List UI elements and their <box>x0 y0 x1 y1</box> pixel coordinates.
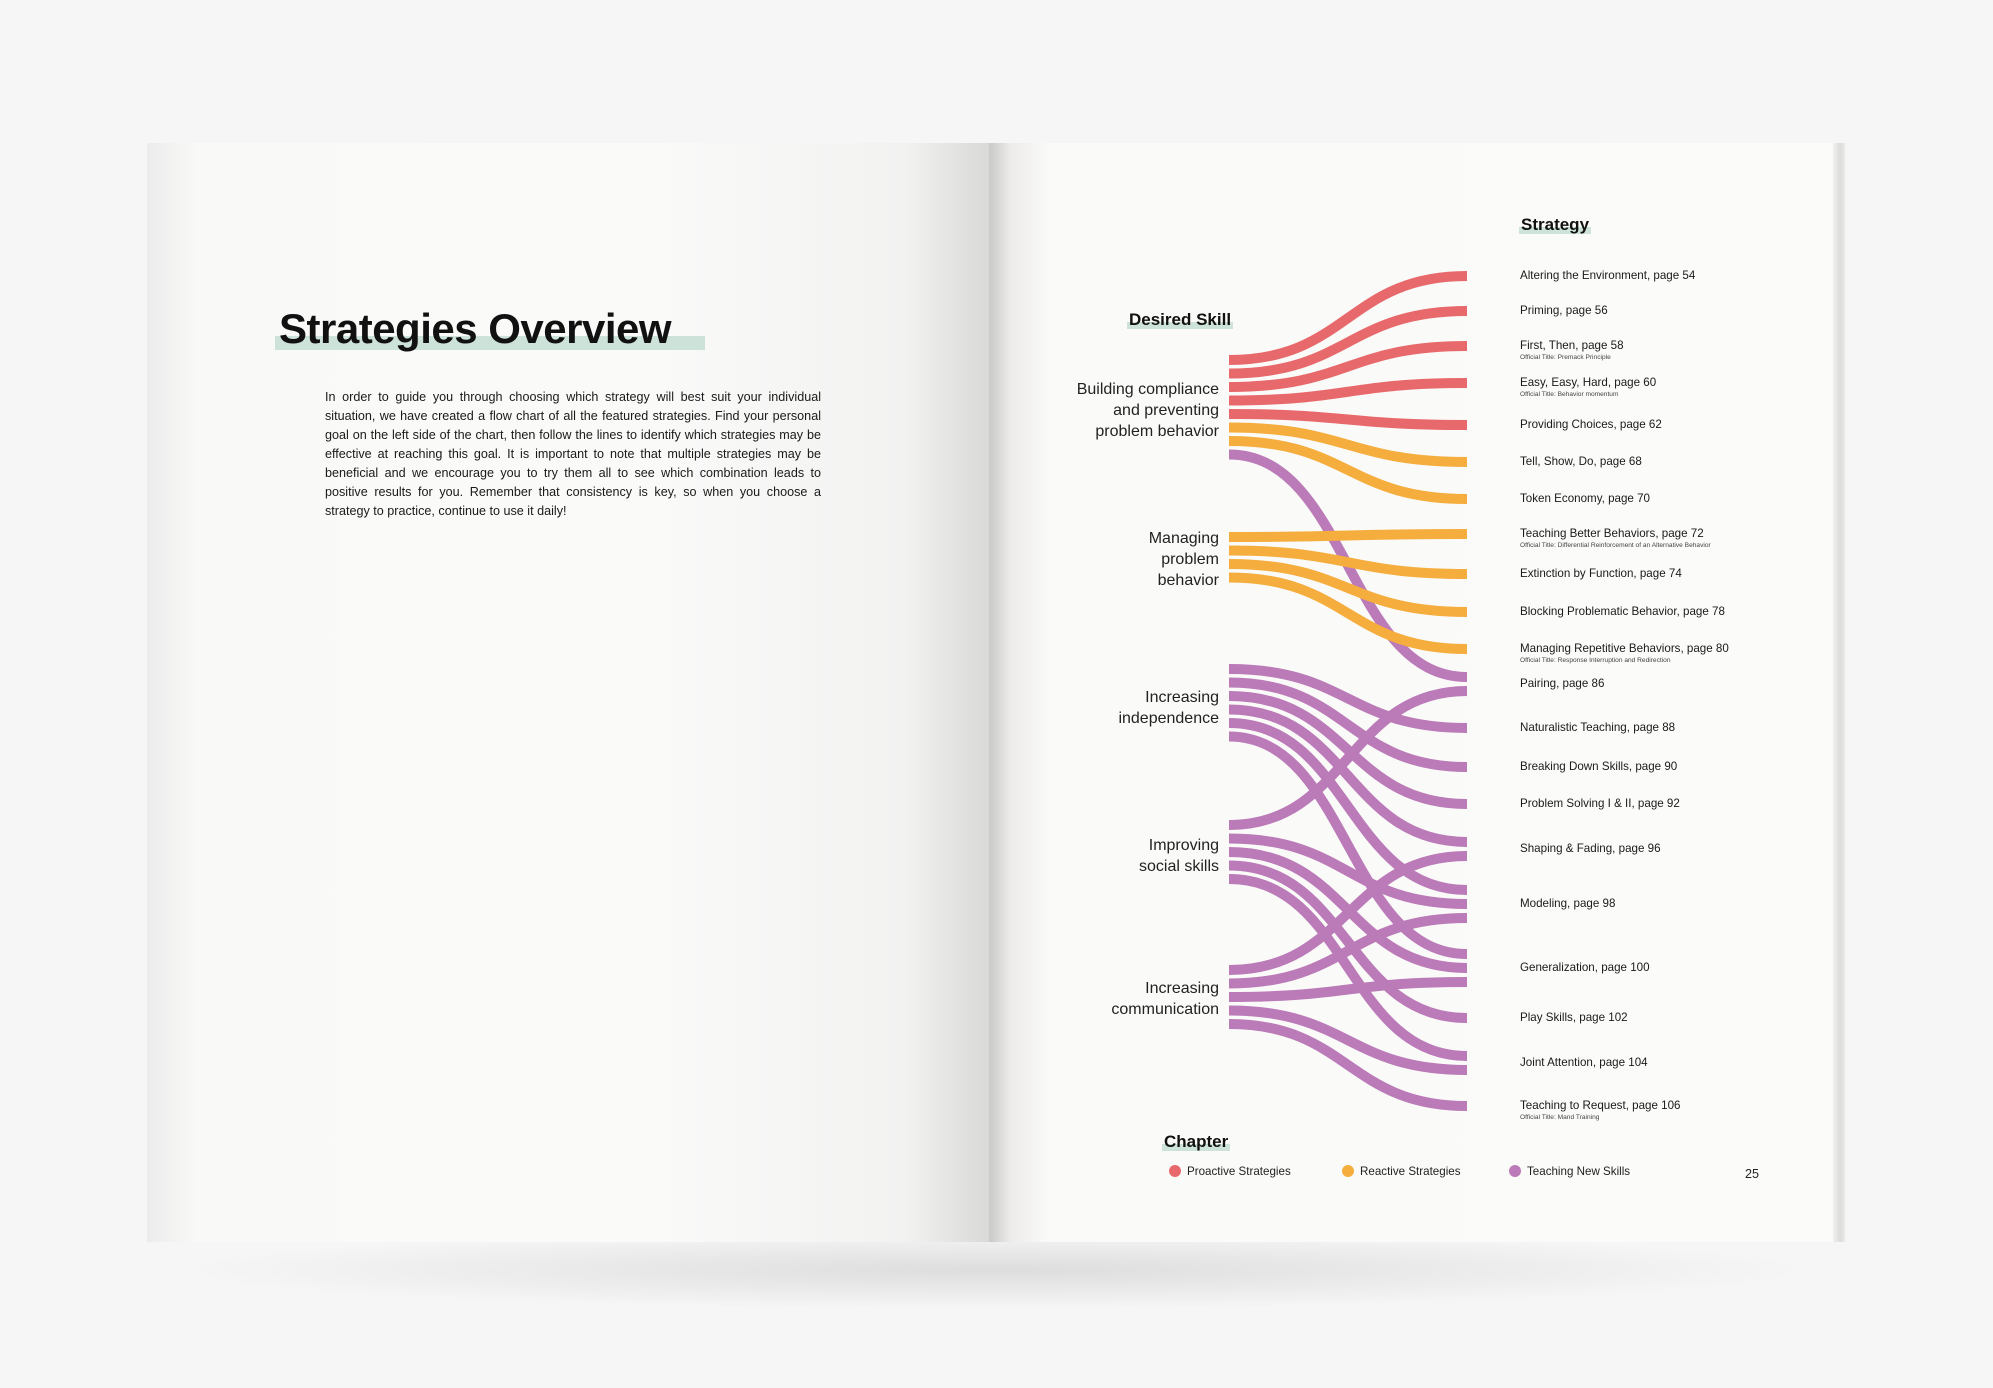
skill-label-compliance: Building compliance and preventing problem behavior <box>1076 381 1219 440</box>
strategy-official-title: Official Title: Response Interruption and Redirection <box>1520 657 1671 664</box>
strategy-header: Strategy <box>1521 215 1590 234</box>
strategy-item-modeling <box>1520 897 1615 911</box>
strategy-label: Modeling, page 98 <box>1520 897 1616 910</box>
strategy-label: Teaching to Request, page 106 <box>1520 1099 1681 1112</box>
flow-link-managing-to-better <box>1229 534 1467 537</box>
strategy-item-breaking <box>1520 760 1677 774</box>
strategy-item-joint <box>1520 1056 1648 1070</box>
strategy-label: Priming, page 56 <box>1520 304 1608 317</box>
left-page <box>147 143 989 1242</box>
strategy-item-problem <box>1520 797 1680 811</box>
skill-label-managing: Managing problem behavior <box>1148 530 1219 589</box>
strategy-official-title: Official Title: Mand Training <box>1520 1114 1600 1121</box>
legend-dot <box>1342 1165 1354 1177</box>
title-block <box>279 305 671 353</box>
strategy-item-better <box>1520 527 1711 550</box>
strategy-label: Pairing, page 86 <box>1520 677 1605 690</box>
page-title: Strategies Overview <box>279 305 672 352</box>
strategy-label: Shaping & Fading, page 96 <box>1520 842 1661 855</box>
strategy-official-title: Official Title: Differential Reinforcement of an Alternative Behavior <box>1520 542 1711 549</box>
strategy-item-play <box>1520 1011 1628 1025</box>
strategy-item-naturalistic <box>1520 721 1675 735</box>
strategy-item-choices <box>1520 418 1662 432</box>
flow-link-compliance-to-choices <box>1229 414 1467 425</box>
skill-label-social: Improving social skills <box>1138 837 1219 875</box>
strategy-item-priming <box>1520 304 1608 318</box>
legend-item <box>1509 1165 1630 1178</box>
chapter-header: Chapter <box>1164 1132 1229 1151</box>
strategy-item-blocking <box>1520 605 1725 619</box>
strategy-label: Altering the Environment, page 54 <box>1520 269 1696 282</box>
strategy-item-env <box>1520 269 1695 283</box>
strategy-label: Blocking Problematic Behavior, page 78 <box>1520 605 1725 618</box>
strategy-item-extinction <box>1520 567 1682 581</box>
strategy-label: Token Economy, page 70 <box>1520 492 1650 505</box>
strategy-label: First, Then, page 58 <box>1520 339 1624 352</box>
page-number: 25 <box>1745 1167 1760 1181</box>
strategy-item-repetitive <box>1520 642 1729 665</box>
strategy-label: Providing Choices, page 62 <box>1520 418 1662 431</box>
strategy-label: Teaching Better Behaviors, page 72 <box>1520 527 1704 540</box>
strategy-label: Extinction by Function, page 74 <box>1520 567 1682 580</box>
intro-paragraph: In order to guide you through choosing which strategy will best suit your individual situation, we have created a flow chart of all the featured strategies. Find your personal goal on the left side of the chart, then follow the lines to identify which strategies may be effective at reaching this goal. It is important to note that multiple strategies may be beneficial and we encourage you to try them all to see which combination leads to positive results for you. Remember that consistency is key, so when you choose a strategy to practice, continue to use it daily! <box>325 390 821 518</box>
open-book <box>147 143 1845 1242</box>
strategy-label: Generalization, page 100 <box>1520 961 1650 974</box>
strategy-label: Breaking Down Skills, page 90 <box>1520 760 1678 773</box>
strategy-label: Naturalistic Teaching, page 88 <box>1520 721 1676 734</box>
strategy-item-tell <box>1520 455 1642 469</box>
desired-skill-header: Desired Skill <box>1129 310 1232 329</box>
strategy-official-title: Official Title: Behavior momentum <box>1520 391 1619 398</box>
skill-label-communication: Increasing communication <box>1111 980 1219 1018</box>
strategy-item-shaping <box>1520 842 1661 856</box>
strategy-item-request <box>1520 1099 1681 1122</box>
strategy-item-token <box>1520 492 1650 506</box>
legend-label: Teaching New Skills <box>1527 1165 1631 1178</box>
legend-item <box>1342 1165 1461 1178</box>
strategy-label: Joint Attention, page 104 <box>1520 1056 1648 1069</box>
skill-label-independence: Increasing independence <box>1118 689 1219 727</box>
legend-label: Proactive Strategies <box>1187 1165 1291 1178</box>
strategy-item-pairing <box>1520 677 1604 691</box>
legend-dot <box>1509 1165 1521 1177</box>
strategy-label: Tell, Show, Do, page 68 <box>1520 455 1642 468</box>
strategy-item-easy <box>1520 376 1656 399</box>
strategy-label: Play Skills, page 102 <box>1520 1011 1628 1024</box>
legend-item <box>1169 1165 1291 1178</box>
strategy-official-title: Official Title: Premack Principle <box>1520 354 1611 361</box>
strategy-label: Problem Solving I & II, page 92 <box>1520 797 1680 810</box>
strategy-label: Managing Repetitive Behaviors, page 80 <box>1520 642 1729 655</box>
page-edge <box>1833 143 1845 1242</box>
legend-dot <box>1169 1165 1181 1177</box>
legend-label: Reactive Strategies <box>1360 1165 1461 1178</box>
strategy-label: Easy, Easy, Hard, page 60 <box>1520 376 1657 389</box>
strategy-item-firstthen <box>1520 339 1624 362</box>
strategy-item-generalization <box>1520 961 1650 975</box>
book-shadow <box>170 1230 1820 1310</box>
right-page <box>989 143 1845 1242</box>
